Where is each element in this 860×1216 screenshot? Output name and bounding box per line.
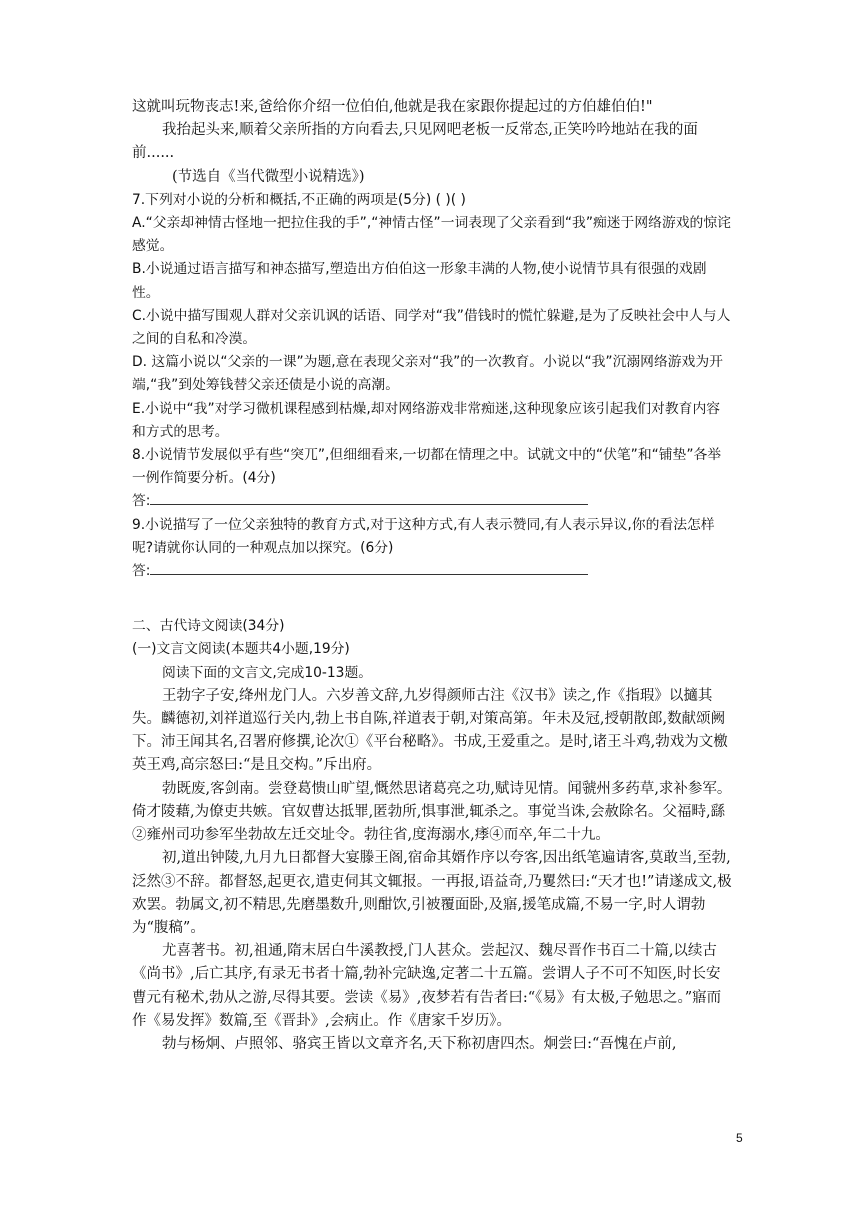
page-content <box>132 96 732 1056</box>
section-subtitle: (一)文言文阅读(本题共4小题,19分) <box>132 641 350 658</box>
q9-answer-label: 答: <box>132 563 151 580</box>
q7-option-e: E.小说中“我”对学习微机课程感到枯燥,却对网络游戏非常痴迷,这种现象应该引起我们对教育内容和方式的思考。 <box>132 400 721 440</box>
passage-paragraph-5: 勃与杨炯、卢照邻、骆宾王皆以文章齐名,天下称初唐四杰。炯尝曰:“吾愧在卢前, <box>162 1035 677 1052</box>
passage-paragraph-3: 初,道出钟陵,九月九日都督大宴滕王阁,宿命其婿作序以夸客,因出纸笔遍请客,莫敢当,至勃,泛然③不辞。都督怒,起更衣,遣吏伺其文辄报。一再报,语益奇,乃矍然曰:“天才也!”请遂成文,极欢罢。勃属文,初不精思,先磨墨数升,则酣饮,引被覆面卧,及寤,援笔成篇,不易一字,时人谓勃为“腹稿”。 <box>132 850 732 936</box>
q8-answer-line <box>132 490 732 513</box>
q8-stem: 8.小说情节发展似乎有些“突兀”,但细细看来,一切都在情理之中。试就文中的“伏笔”和“铺垫”各举一例作简要分析。(4分) <box>132 447 722 487</box>
q9-answer-line <box>132 560 732 583</box>
q7-option-d: D. 这篇小说以“父亲的一课”为题,意在表现父亲对“我”的一次教育。小说以“我”沉溺网络游戏为开端,“我”到处筹钱替父亲还债是小说的高潮。 <box>132 354 723 394</box>
source-note: (节选自《当代微型小说精选》) <box>172 168 365 185</box>
q9-stem: 9.小说描写了一位父亲独特的教育方式,对于这种方式,有人表示赞同,有人表示异议,你的看法怎样呢?请就你认同的一种观点加以探究。(6分) <box>132 516 715 556</box>
q7-option-b: B.小说通过语言描写和神态描写,塑造出方伯伯这一形象丰满的人物,使小说情节具有很强的戏剧性。 <box>132 261 707 301</box>
q7-stem: 7.下列对小说的分析和概括,不正确的两项是(5分) ( )( ) <box>132 191 466 208</box>
q8-answer-blank[interactable] <box>150 490 588 505</box>
section-gap <box>132 583 732 615</box>
page-number: 5 <box>736 1131 743 1145</box>
q8-answer-label: 答: <box>132 493 151 510</box>
story-line-2: 我抬起头来,顺着父亲所指的方向看去,只见网吧老板一反常态,正笑吟吟地站在我的面前...... <box>132 122 698 162</box>
passage-paragraph-2: 勃既废,客剑南。尝登葛愦山旷望,慨然思诸葛亮之功,赋诗见情。闻虢州多药草,求补参军。倚才陵藉,为僚吏共嫉。官奴曹达抵罪,匿勃所,惧事泄,辄杀之。事觉当诛,会赦除名。父福畤,繇②雍州司功参军坐勃故左迁交址令。勃往省,度海溺水,痵④而卒,年二十九。 <box>132 780 732 844</box>
q9-answer-blank[interactable] <box>150 560 588 575</box>
passage-paragraph-1: 王勃字子安,绛州龙门人。六岁善文辞,九岁得颜师古注《汉书》读之,作《指瑕》以擿其失。麟德初,刘祥道巡行关内,勃上书自陈,祥道表于朝,对策高第。年未及冠,授朝散郎,数献颂阙下。沛王闻其名,召署府修撰,论次①《平台秘略》。书成,王爱重之。是时,诸王斗鸡,勃戏为文檄英王鸡,高宗怒曰:“是且交构。”斥出府。 <box>132 687 728 774</box>
section-instruction: 阅读下面的文言文,完成10-13题。 <box>162 664 373 681</box>
story-line-1: 这就叫玩物丧志!来,爸给你介绍一位伯伯,他就是我在家跟你提起过的方伯雄伯伯!" <box>132 99 653 115</box>
passage-paragraph-4: 尤喜著书。初,祖通,隋末居白牛溪教授,门人甚众。尝起汉、魏尽晋作书百二十篇,以续古《尚书》,后亡其序,有录无书者十篇,勃补完缺逸,定著二十五篇。尝谓人子不可不知医,时长安曹元有秘术,勃从之游,尽得其要。尝读《易》,夜梦若有告者曰:“《易》有太极,子勉思之。”寤而作《易发挥》数篇,至《晋卦》,会病止。作《唐家千岁历》。 <box>132 943 722 1029</box>
q7-option-a: A.“父亲却神情古怪地一把拉住我的手”,“神情古怪”一词表现了父亲看到“我”痴迷于网络游戏的惊诧感觉。 <box>132 215 731 255</box>
q7-option-c: C.小说中描写围观人群对父亲讥讽的话语、同学对“我”借钱时的慌忙躲避,是为了反映社会中人与人之间的自私和冷漠。 <box>132 307 731 348</box>
section-title: 二、古代诗文阅读(34分) <box>132 618 285 635</box>
